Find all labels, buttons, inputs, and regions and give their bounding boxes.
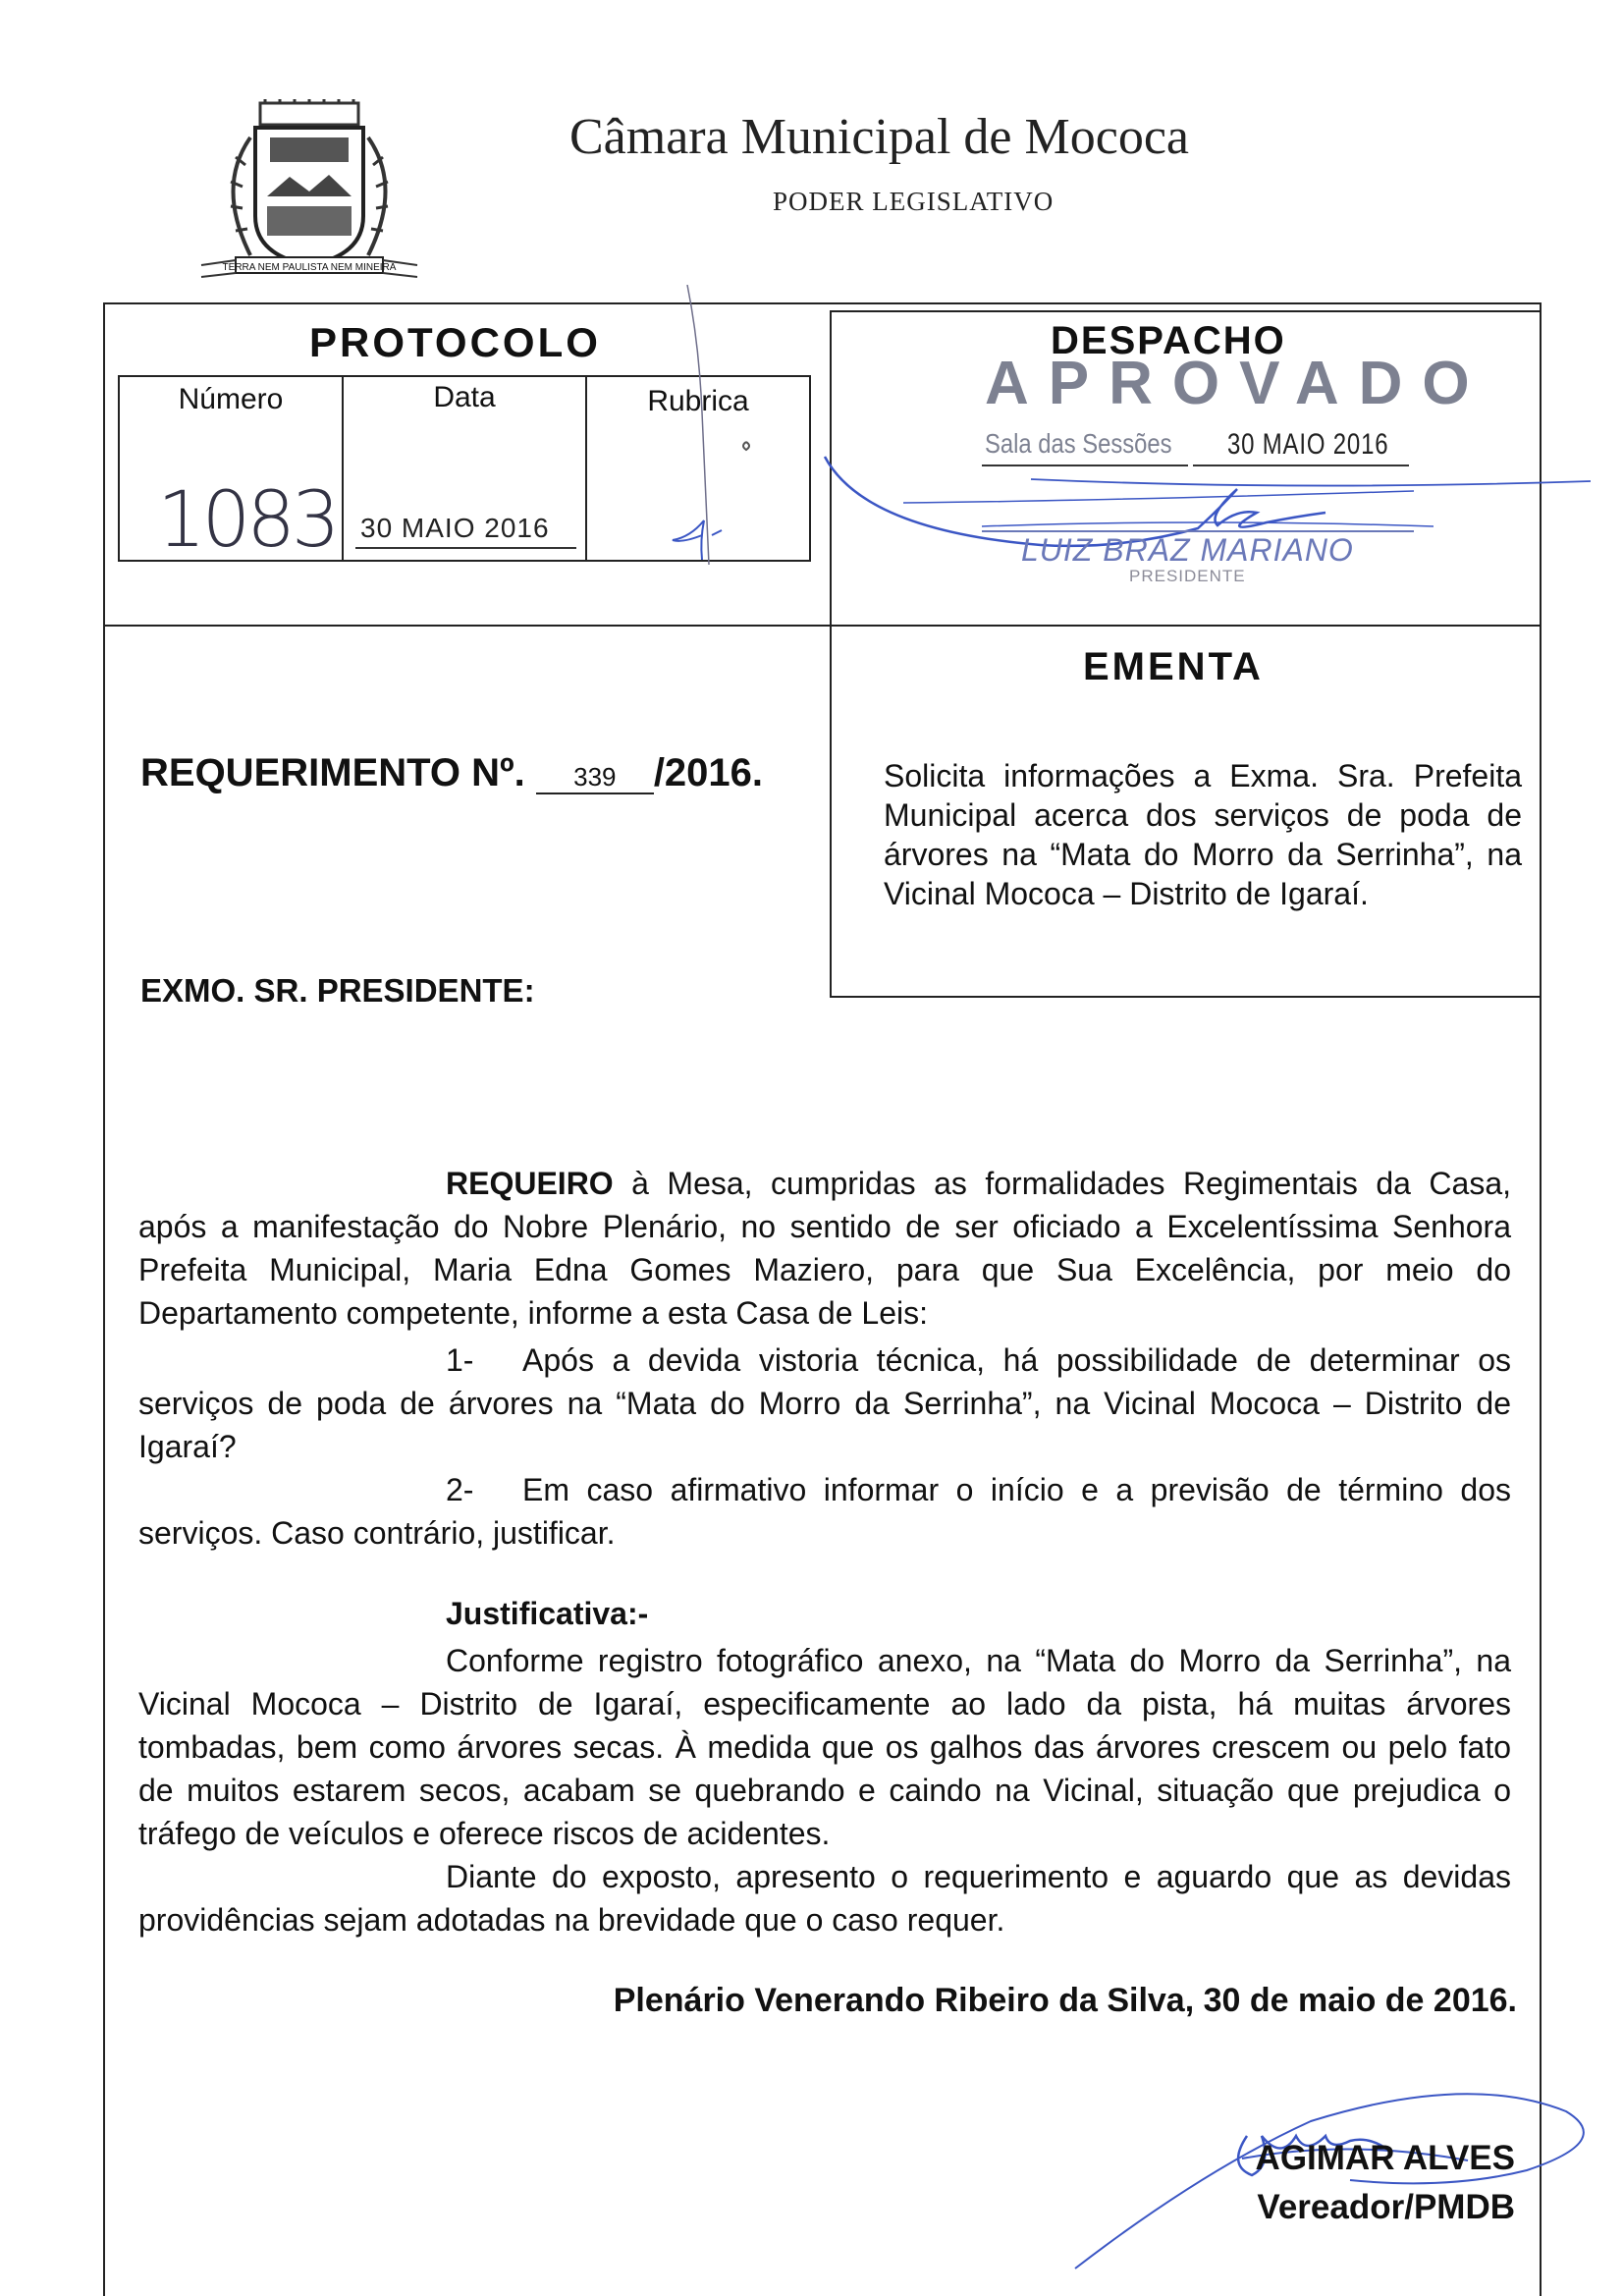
aprovado-stamp: APROVADO — [985, 350, 1489, 417]
justificativa-paragraph-2: Diante do exposto, apresento o requerimento e aguardo que as devidas providências sejam adotadas na brevidade que o caso requer. — [138, 1859, 1511, 1938]
salutation: EXMO. SR. PRESIDENTE: — [140, 972, 535, 1009]
institution-title: Câmara Municipal de Mococa — [569, 109, 1189, 165]
paragraph-requeiro — [138, 1162, 1511, 1335]
ementa-title: EMENTA — [1083, 645, 1264, 688]
closing-line: Plenário Venerando Ribeiro da Silva, 30 de maio de 2016. — [613, 1982, 1517, 2019]
protocolo-col-data: Data — [433, 381, 496, 413]
ementa-text: Solicita informações a Exma. Sra. Prefeita Municipal acerca dos serviços de poda de árvores na “Mata do Morro da Serrinha”, na Vicinal Mococa – Distrito de Igaraí. — [884, 758, 1522, 911]
item-1 — [138, 1339, 1511, 1468]
requeiro-text: à Mesa, cumpridas as formalidades Regimentais da Casa, após a manifestação do Nobre Plenário, no sentido de ser oficiado a Excelentíssima Senhora Prefeita Municipal, Maria Edna Gomes Maziero, para que Sua Excelência, por meio do Departamento competente, informe a esta Casa de Leis: — [138, 1166, 1511, 1331]
protocolo-col-rubrica: Rubrica — [647, 385, 749, 417]
sala-date-value: 30 MAIO 2016 — [1227, 428, 1389, 461]
rubrica-signature — [589, 285, 815, 579]
protocolo-data-value: 30 MAIO 2016 — [360, 513, 550, 543]
item-1-number: 1- — [446, 1342, 474, 1378]
requerimento-year: /2016. — [653, 751, 764, 794]
sala-das-sessoes-label: Sala das Sessões — [985, 428, 1172, 459]
item-1-text: Após a devida vistoria técnica, há possibilidade de determinar os serviços de poda de árvores na “Mata do Morro da Serrinha”, na Vicinal Mococa – Distrito de Igaraí? — [138, 1342, 1511, 1464]
item-2 — [138, 1468, 1511, 1555]
despacho-title: DESPACHO — [1051, 319, 1286, 362]
councilman-signature — [1055, 2082, 1605, 2278]
requerimento-number: 339 — [536, 762, 654, 794]
frame-left-line — [103, 302, 105, 2296]
requerimento-heading — [140, 751, 763, 795]
protocolo-title: PROTOCOLO — [309, 319, 601, 365]
institution-subtitle: PODER LEGISLATIVO — [773, 187, 1055, 216]
frame-top-line — [103, 302, 1542, 304]
requeiro-bold: REQUEIRO — [446, 1166, 614, 1201]
councilman-name: AGIMAR ALVES — [1255, 2139, 1515, 2177]
justificativa-title: Justificativa:- — [446, 1596, 649, 1631]
protocolo-col-numero: Número — [178, 383, 284, 415]
item-2-text: Em caso afirmativo informar o início e a previsão de término dos serviços. Caso contrário, justificar. — [138, 1472, 1511, 1551]
protocolo-numero-value: 1083 — [157, 476, 337, 565]
coat-of-arms-logo — [196, 98, 422, 285]
justificativa-paragraph-1: Conforme registro fotográfico anexo, na “Mata do Morro da Serrinha”, na Vicinal Mococa – Distrito de Igaraí, especificamente ao lado da pista, há muitas árvores tombadas, bem como árvores secas. À medida que os galhos das árvores crescem ou pelo fato de muitos estarem secos, acabam se quebrando e caindo na Vicinal, situação que prejudica o tráfego de veículos e oferece riscos de acidentes. — [138, 1643, 1511, 1851]
coat-of-arms-motto: TERRA NEM PAULISTA NEM MINEIRA — [222, 262, 397, 273]
president-role: PRESIDENTE — [1129, 567, 1246, 585]
protocolo-data-underline — [355, 547, 576, 549]
requerimento-label: REQUERIMENTO Nº. — [140, 751, 525, 794]
councilman-role: Vereador/PMDB — [1257, 2188, 1515, 2226]
item-2-number: 2- — [446, 1472, 474, 1507]
president-name: LUIZ BRAZ MARIANO — [1021, 532, 1354, 568]
